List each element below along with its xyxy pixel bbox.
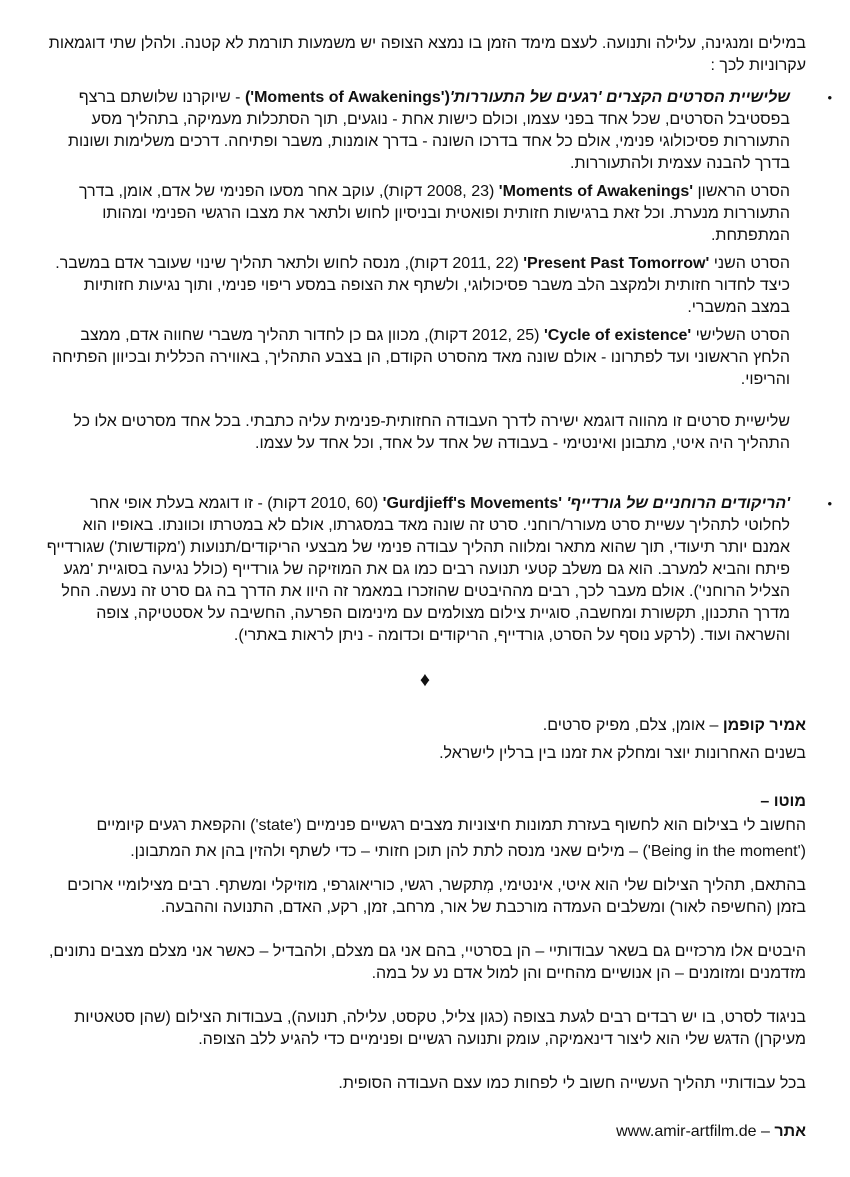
list-item-gurdjieff — [44, 493, 832, 647]
gurdjieff-description: (2010, 60 דקות) - זו דוגמא בעלת אופי אחר לחלוטי לתהליך עשיית סרט מעורר/רוחני. סרט זה שונה מאד במסגרתו, אולם לא במטרתו וכוונתו. באופיו הוא אמנם יותר תיעודי, תוך שהוא מתאר ומלווה תהליך עבודה פנימי של מבצעי הריקודים/תנועות ('מקודשות') שגורדייף פיתח והביא למערב. הוא גם משלב קטעי תנועה רבים כמו גם את המוזיקה של גורדייף (כולל נגיעה בסוגיית 'מגע הצליל הרוחני'). אולם מעבר לכך, רבים מההיבטים שהוזכרו במאמר זה היוו את הדרך בה גם סרט זה נעשה. החל מדרך התכנון, תקשורת ומחשבה, סוגיית צילום מצולמים עם מינימום הפרעה, החשיבה על אסטטיקה, צופה והשראה ועוד. (לרקע נוסף על הסרט, גורדייף, הריקודים וכדומה - ניתן לראות באתרי). — [46, 495, 790, 644]
gurdjieff-title-hebrew: 'הריקודים הרוחניים של גורדייף' — [566, 495, 790, 512]
films-list — [44, 87, 832, 647]
film2-description: (2011, 22 דקות), מנסה לחוש ולתאר תהליך שינוי שעובר אדם במשבר. כיצד לחדור חזותית ולמקצב הלב משבר פסיכולוגי, ולשתף את הצופה במסע ריפוי פנימי, ותוך נגיעות חזותיות במצב המשברי. — [55, 255, 790, 316]
film1-paragraph — [44, 181, 790, 247]
film2-paragraph — [44, 253, 790, 319]
motto-heading: מוטו – — [760, 793, 806, 810]
bio-line — [44, 715, 806, 737]
film3-title: 'Cycle of existence' — [543, 327, 692, 344]
film3-description: (2012, 25 דקות), מכוון גם כן לחדור תהליך משברי שחווה אדם, ממצב הלחץ הראשוני ועד לפתרונו - אולם שונה מאד מהסרט הקודם, הן בצבע התהליך, באווירה הכללית ובכיוון הפתיחה והריפוי. — [52, 327, 790, 388]
website-label: אתר — [774, 1123, 806, 1140]
film3-paragraph — [44, 325, 790, 391]
film1-prefix: הסרט הראשון — [693, 183, 790, 200]
film2-prefix: הסרט השני — [709, 255, 790, 272]
author-role: – אומן, צלם, מפיק סרטים. — [542, 717, 723, 734]
film1-description: (2008, 23 דקות), עוקב אחר מסעו הפנימי של אדם, אומן, בדרך התעוררות מנערת. וכל זאת ברגישות חזותית ופואטית ובניסיון לחוש ולתאר את מצבו הרגשי הפנימי ומהותו המתפתחת. — [79, 183, 790, 244]
website-separator: – — [756, 1123, 775, 1140]
film3-prefix: הסרט השלישי — [691, 327, 790, 344]
diamond-divider-icon: ♦ — [419, 669, 431, 691]
trilogy-summary: שלישיית סרטים זו מהווה דוגמא ישירה לדרך העבודה החזותית-פנימית עליה כתבתי. בכל אחד מסרטים אלו כל התהליך היה איטי, מתבונן ואינטימי - בעבודה של אחד על אחד, וכל אחד על עצמו. — [73, 413, 790, 452]
intro-paragraph: במילים ומנגינה, עלילה ותנועה. לעצם מימד הזמן בו נמצא הצופה יש משמעות תורמת לא קטנה. ולהלן שתי דוגמאות עקרוניות לכך : — [48, 35, 806, 74]
trilogy-title-english: ('Moments of Awakenings') — [244, 89, 450, 106]
website-link[interactable]: www.amir-artfilm.de — [616, 1123, 757, 1140]
author-name: אמיר קופמן — [722, 717, 806, 734]
trilogy-title-hebrew: שלישיית הסרטים הקצרים 'רגעים של התעוררות' — [449, 89, 790, 106]
gurdjieff-paragraph — [44, 493, 790, 647]
motto-paragraph-5: בכל עבודותיי תהליך העשייה חשוב לי לפחות כמו עצם העבודה הסופית. — [338, 1075, 806, 1092]
film2-title: 'Present Past Tomorrow' — [523, 255, 710, 272]
document-page — [44, 33, 832, 1143]
bullet-icon: • — [827, 496, 832, 511]
motto-paragraph-3: היבטים אלו מרכזיים גם בשאר עבודותיי – הן בסרטיי, בהם אני גם מצלם, ולהבדיל – כאשר אני מצלם מצבים נתונים, מזדמנים ומזומנים – הן אנושיים מהחיים והן למול אדם נע על במה. — [48, 943, 806, 982]
website-line — [44, 1121, 806, 1143]
motto-paragraph-4: בניגוד לסרט, בו יש רבדים רבים לגעת בצופה (כגון צליל, טקסט, עלילה, תנועה), בעבודות הצילום (שהן סטאטיות מעיקרן) הדגש שלי הוא ליצור דינאמיקה, עומק ותנועה רגשיים ופנימיים כדי להגיע ללב הצופה. — [74, 1009, 806, 1048]
trilogy-paragraph — [44, 87, 790, 175]
trilogy-description: - שיוקרנו שלושתם ברצף בפסטיבל הסרטים, שכל אחד בפני עצמו, וכולם כישות אחת - נוגעים, תוך הסתכלות מעמיקה, בתהליך מסע התעוררות פסיכולוגי פנימי, אולם כל אחד בדרכו השונה - בדרך אומנות, משבר ופתיחה. דרכים משלימות ושונות בדרך להבנה עצמית ולהתעוררות. — [67, 89, 790, 172]
film1-title: 'Moments of Awakenings' — [498, 183, 694, 200]
bullet-icon: • — [827, 90, 832, 105]
motto-paragraph-1: החשוב לי בצילום הוא לחשוף בעזרת תמונות חיצוניות מצבים רגשיים פנימיים ('state') והקפאת רגעים קיומיים ('Being in the moment') – מילים שאני מנסה לתת להן תוכן חזותי – כדי לשתף ולהזין בהן את המתבונן. — [96, 817, 806, 860]
list-item-moments-trilogy — [44, 87, 832, 455]
bio-location: בשנים האחרונות יוצר ומחלק את זמנו בין ברלין לישראל. — [439, 745, 806, 762]
motto-paragraph-2: בהתאם, תהליך הצילום שלי הוא איטי, אינטימי, מְתקשר, רגשי, כוריאוגרפי, מוזיקלי ומשתף. רבים מצילומיי ארוכים בזמן (החשיפה לאור) ומשלבים העמדה מורכבת של אור, מרחב, זמן, רקע, האדם, התנועה וההבעה. — [67, 877, 806, 916]
gurdjieff-title-english: 'Gurdjieff's Movements' — [382, 495, 563, 512]
